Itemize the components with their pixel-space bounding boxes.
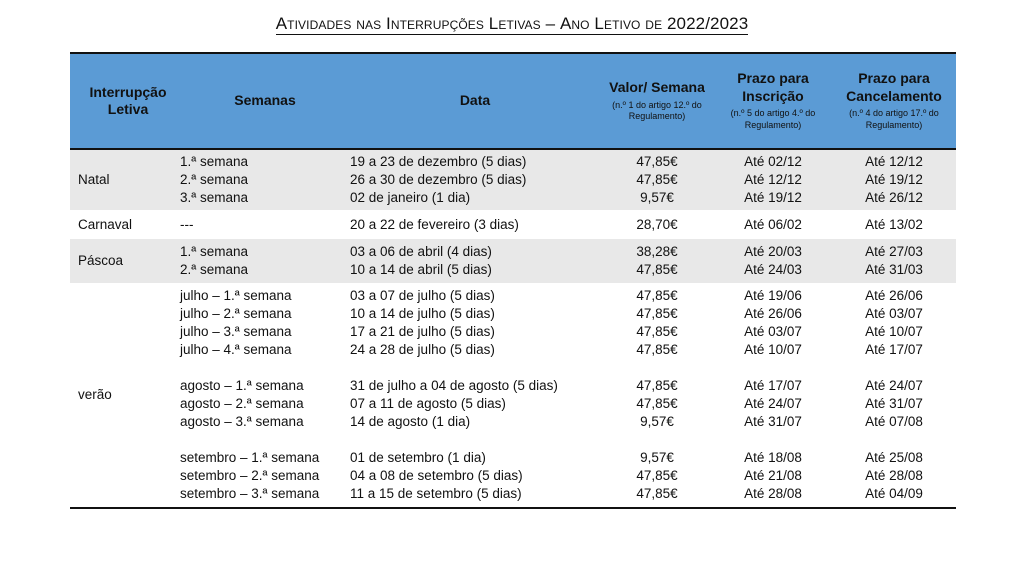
cell-line: Até 12/12 xyxy=(744,172,802,187)
cell-line: setembro – 3.ª semana xyxy=(180,486,320,501)
page-title xyxy=(0,14,1024,34)
cell-line: 9,57€ xyxy=(640,190,674,205)
cell-line: 47,85€ xyxy=(636,288,678,303)
cell-line: Até 24/07 xyxy=(744,396,802,411)
row-spacer xyxy=(714,431,832,449)
row-name: Carnaval xyxy=(78,216,133,232)
cell-cancelamento xyxy=(832,210,956,239)
cell-line: 47,85€ xyxy=(636,378,678,393)
row-natal xyxy=(70,149,956,210)
cell-valores xyxy=(600,283,714,508)
row-spacer xyxy=(600,431,714,449)
cell-line: Até 25/08 xyxy=(865,450,923,465)
cell-line: 9,57€ xyxy=(640,450,674,465)
cell-datas xyxy=(350,239,600,283)
cell-datas xyxy=(350,149,600,210)
cell-line: Até 19/12 xyxy=(744,190,802,205)
cell-line: Até 03/07 xyxy=(744,324,802,339)
cell-line: 47,85€ xyxy=(636,486,678,501)
header-semanas: Semanas xyxy=(180,53,350,149)
cell-semanas xyxy=(180,239,350,283)
cell-semanas xyxy=(180,149,350,210)
cell-inscricao xyxy=(714,149,832,210)
cell-line: Até 28/08 xyxy=(865,468,923,483)
header-inscricao xyxy=(714,53,832,149)
cell-line: 2.ª semana xyxy=(180,262,249,277)
row-verao xyxy=(70,283,956,508)
header-row xyxy=(70,53,956,149)
cell-line: Até 10/07 xyxy=(865,324,923,339)
row-spacer xyxy=(714,359,832,377)
cell-line: Até 12/12 xyxy=(865,154,923,169)
title-part-2: Ano Letivo de 2022/2023 xyxy=(559,14,749,33)
cell-line: 04 a 08 de setembro (5 dias) xyxy=(350,468,523,483)
cell-line: Até 26/06 xyxy=(865,288,923,303)
cell-line: Até 31/07 xyxy=(744,414,802,429)
cell-line: Até 10/07 xyxy=(744,342,802,357)
cell-line: 20 a 22 de fevereiro (3 dias) xyxy=(350,216,519,232)
cell-line: Até 26/06 xyxy=(744,306,802,321)
cell-line: julho – 2.ª semana xyxy=(180,306,292,321)
cell-line: 07 a 11 de agosto (5 dias) xyxy=(350,396,506,411)
cell-line: Até 02/12 xyxy=(744,154,802,169)
cell-valores xyxy=(600,210,714,239)
cell-line: 47,85€ xyxy=(636,342,678,357)
cell-line: 19 a 23 de dezembro (5 dias) xyxy=(350,154,527,169)
cell-line: 03 a 07 de julho (5 dias) xyxy=(350,288,495,303)
cell-line: Até 31/03 xyxy=(865,262,923,277)
activities-table xyxy=(70,52,956,509)
cell-line: Até 24/07 xyxy=(865,378,923,393)
cell-line: 17 a 21 de julho (5 dias) xyxy=(350,324,495,339)
cell-line: 01 de setembro (1 dia) xyxy=(350,450,486,465)
cell-line: julho – 4.ª semana xyxy=(180,342,292,357)
cell-line: 38,28€ xyxy=(636,244,678,259)
cell-line: Até 19/12 xyxy=(865,172,923,187)
cell-cancelamento xyxy=(832,239,956,283)
cell-line: Até 31/07 xyxy=(865,396,923,411)
row-spacer xyxy=(350,431,600,449)
cell-line: Até 18/08 xyxy=(744,450,802,465)
cell-line: setembro – 2.ª semana xyxy=(180,468,320,483)
header-data: Data xyxy=(350,53,600,149)
cell-line: Até 04/09 xyxy=(865,486,923,501)
cell-line: 31 de julho a 04 de agosto (5 dias) xyxy=(350,378,558,393)
cell-line: agosto – 2.ª semana xyxy=(180,396,304,411)
cell-line: julho – 1.ª semana xyxy=(180,288,292,303)
cell-line: 47,85€ xyxy=(636,172,678,187)
cell-line: 10 a 14 de julho (5 dias) xyxy=(350,306,495,321)
header-cancelamento xyxy=(832,53,956,149)
cell-line: Até 24/03 xyxy=(744,262,802,277)
row-spacer xyxy=(180,359,350,377)
header-valor xyxy=(600,53,714,149)
cell-inscricao xyxy=(714,283,832,508)
cell-line: 47,85€ xyxy=(636,396,678,411)
cell-valores xyxy=(600,239,714,283)
cell-line: 3.ª semana xyxy=(180,190,249,205)
cell-datas xyxy=(350,283,600,508)
cell-datas xyxy=(350,210,600,239)
row-name: verão xyxy=(70,283,180,508)
cell-line: agosto – 3.ª semana xyxy=(180,414,304,429)
row-name: Páscoa xyxy=(70,239,180,283)
cell-line: julho – 3.ª semana xyxy=(180,324,292,339)
title-part-1: Atividades nas Interrupções Letivas xyxy=(275,14,541,33)
row-spacer xyxy=(600,359,714,377)
cell-semanas xyxy=(180,283,350,508)
cell-line: 47,85€ xyxy=(636,262,678,277)
cell-line: Até 07/08 xyxy=(865,414,923,429)
cell-line: 14 de agosto (1 dia) xyxy=(350,414,471,429)
cell-line: Até 17/07 xyxy=(865,342,923,357)
header-cancelamento-label: Prazo para Cancelamento xyxy=(846,70,942,104)
cell-line: 26 a 30 de dezembro (5 dias) xyxy=(350,172,527,187)
cell-inscricao xyxy=(714,239,832,283)
cell-line: --- xyxy=(180,216,194,232)
cell-cancelamento xyxy=(832,149,956,210)
header-valor-label: Valor/ Semana xyxy=(609,79,705,96)
header-inscricao-note: (n.º 5 do artigo 4.º do Regulamento) xyxy=(730,108,816,130)
row-spacer xyxy=(832,359,956,377)
header-inscricao-label: Prazo para Inscrição xyxy=(737,70,809,104)
cell-line: setembro – 1.ª semana xyxy=(180,450,320,465)
cell-line: Até 26/12 xyxy=(865,190,923,205)
cell-line: 1.ª semana xyxy=(180,244,249,259)
cell-line: 28,70€ xyxy=(636,216,678,232)
cell-cancelamento xyxy=(832,283,956,508)
cell-line: Até 13/02 xyxy=(865,216,923,232)
cell-line: Até 20/03 xyxy=(744,244,802,259)
header-interrupcao: Interrupção Letiva xyxy=(70,53,180,149)
cell-line: 9,57€ xyxy=(640,414,674,429)
cell-line: 47,85€ xyxy=(636,306,678,321)
cell-line: 10 a 14 de abril (5 dias) xyxy=(350,262,492,277)
cell-line: 11 a 15 de setembro (5 dias) xyxy=(350,486,522,501)
cell-line: 47,85€ xyxy=(636,324,678,339)
title-separator: – xyxy=(540,14,560,33)
cell-line: 2.ª semana xyxy=(180,172,249,187)
cell-line: 02 de janeiro (1 dia) xyxy=(350,190,471,205)
cell-line: Até 21/08 xyxy=(744,468,802,483)
cell-valores xyxy=(600,149,714,210)
header-valor-note: (n.º 1 do artigo 12.º do Regulamento) xyxy=(612,99,702,122)
cell-line: 03 a 06 de abril (4 dias) xyxy=(350,244,492,259)
cell-line: Até 27/03 xyxy=(865,244,923,259)
cell-line: 47,85€ xyxy=(636,154,678,169)
cell-line: 47,85€ xyxy=(636,468,678,483)
row-spacer xyxy=(832,431,956,449)
cell-semanas xyxy=(180,210,350,239)
row-name: Natal xyxy=(70,149,180,210)
cell-line: agosto – 1.ª semana xyxy=(180,378,304,393)
row-carnaval xyxy=(70,210,956,239)
cell-line: Até 19/06 xyxy=(744,288,802,303)
header-cancelamento-note: (n.º 4 do artigo 17.º do Regulamento) xyxy=(849,108,939,130)
cell-line: Até 03/07 xyxy=(865,306,923,321)
row-spacer xyxy=(180,431,350,449)
cell-line: Até 17/07 xyxy=(744,378,802,393)
cell-inscricao xyxy=(714,210,832,239)
cell-line: Até 28/08 xyxy=(744,486,802,501)
row-spacer xyxy=(350,359,600,377)
cell-line: 24 a 28 de julho (5 dias) xyxy=(350,342,495,357)
cell-line: 1.ª semana xyxy=(180,154,249,169)
row-pascoa xyxy=(70,239,956,283)
cell-line: Até 06/02 xyxy=(744,216,802,232)
